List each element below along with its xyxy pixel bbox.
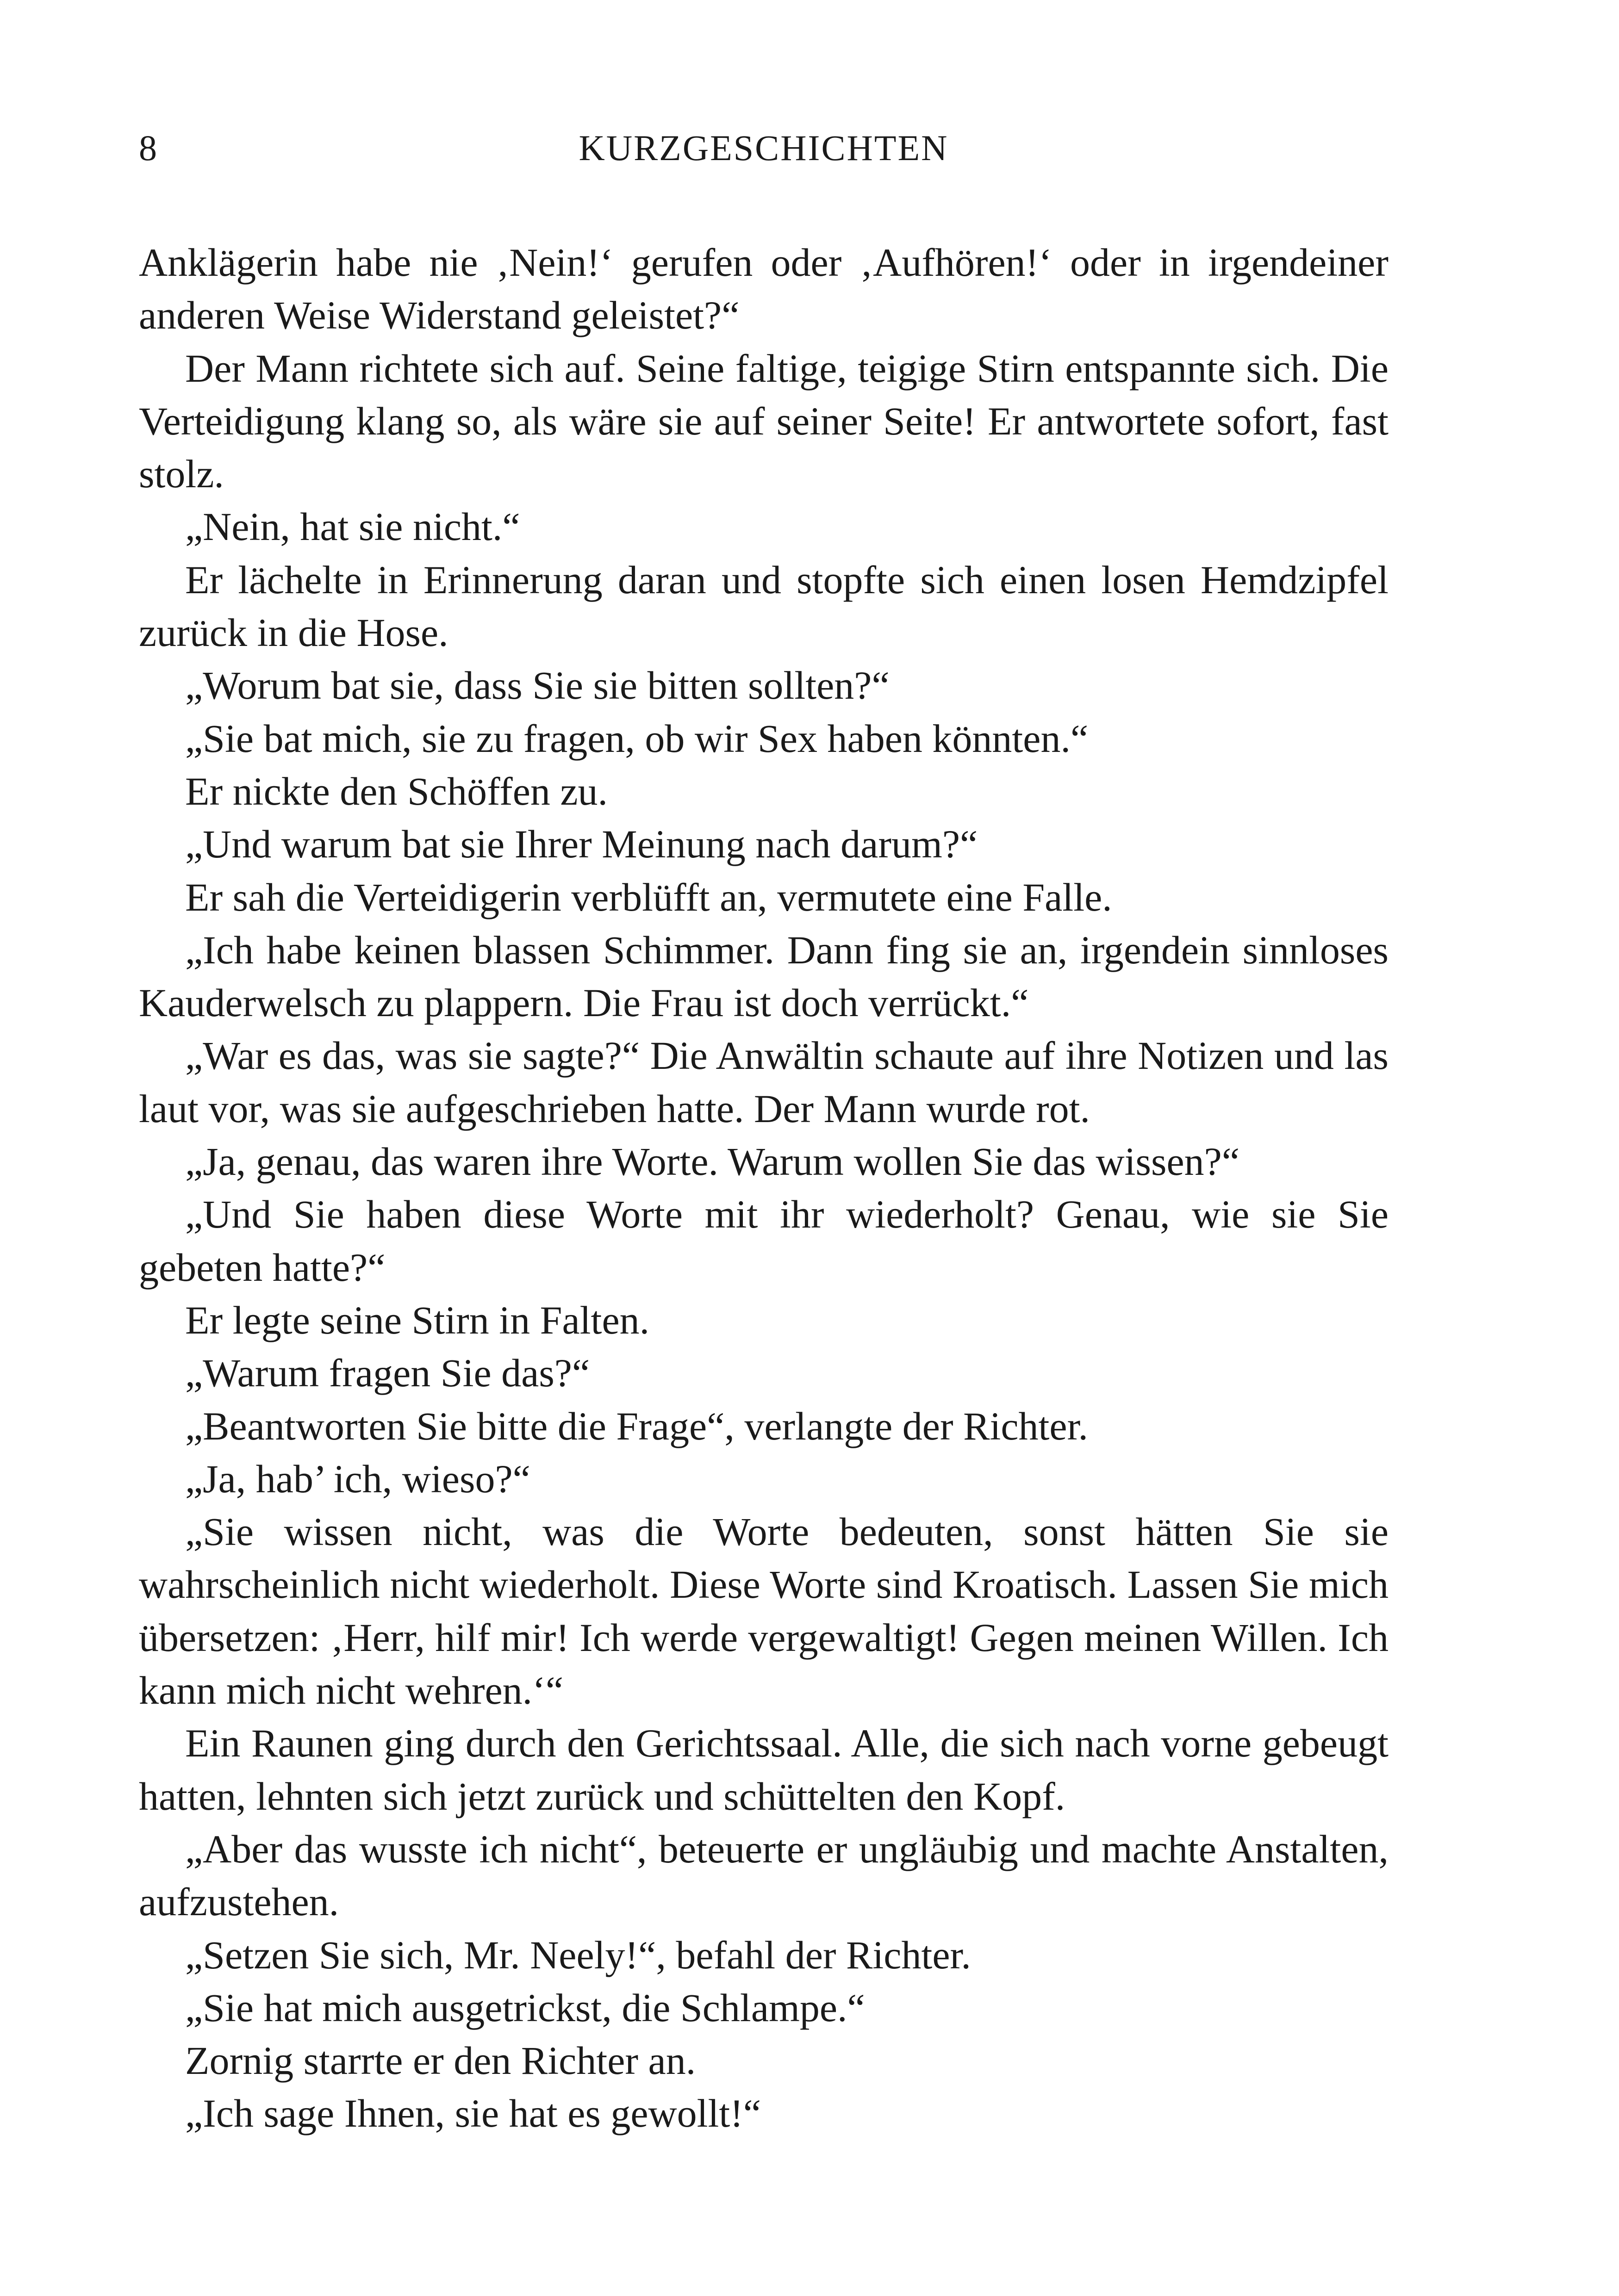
paragraph: „Und warum bat sie Ihrer Meinung nach darum?“	[185, 822, 978, 867]
paragraph: Er lächelte in Erinnerung daran und stopfte sich einen losen Hemdzipfel zurück in die Hose.	[139, 557, 1389, 655]
paragraph: „Nein, hat sie nicht.“	[185, 504, 520, 549]
paragraph: „War es das, was sie sagte?“ Die Anwältin schaute auf ihre Notizen und las laut vor, was sie aufgeschrieben hatte. Der Mann wurde rot.	[139, 1033, 1389, 1131]
paragraph: „Aber das wusste ich nicht“, beteuerte er ungläubig und machte Anstalten, aufzustehen.	[139, 1826, 1389, 1924]
paragraph: „Sie wissen nicht, was die Worte bedeuten, sonst hätten Sie sie wahrscheinlich nicht wiederholt. Diese Worte sind Kroatisch. Lassen Sie mich übersetzen: ‚Herr, hilf mir! Ich werde vergewaltigt! Gegen meinen Willen. Ich kann mich nicht wehren.‘“	[139, 1509, 1389, 1713]
paragraph: „Und Sie haben diese Worte mit ihr wiederholt? Genau, wie sie Sie gebeten hatte?“	[139, 1192, 1389, 1290]
paragraph: Anklägerin habe nie ‚Nein!‘ gerufen oder ‚Aufhören!‘ oder in irgendeiner anderen Weise Widerstand geleistet?“	[139, 240, 1389, 338]
paragraph: „Ja, hab’ ich, wieso?“	[185, 1456, 530, 1501]
paragraph: Ein Raunen ging durch den Gerichtssaal. Alle, die sich nach vorne gebeugt hatten, lehnten sich jetzt zurück und schüttelten den Kopf.	[139, 1721, 1389, 1818]
paragraph: „Sie hat mich ausgetrickst, die Schlampe.“	[185, 1985, 865, 2030]
paragraph: „Warum fragen Sie das?“	[185, 1351, 590, 1396]
paragraph: „Ja, genau, das waren ihre Worte. Warum wollen Sie das wissen?“	[185, 1139, 1239, 1184]
running-head	[139, 123, 1389, 174]
body-text	[139, 236, 1389, 2140]
paragraph: „Worum bat sie, dass Sie sie bitten sollten?“	[185, 663, 890, 708]
paragraph: „Setzen Sie sich, Mr. Neely!“, befahl der Richter.	[185, 1932, 971, 1977]
paragraph: Er sah die Verteidigerin verblüfft an, vermutete eine Falle.	[185, 875, 1112, 919]
paragraph: „Ich habe keinen blassen Schimmer. Dann fing sie an, irgendein sinnloses Kauderwelsch zu plappern. Die Frau ist doch verrückt.“	[139, 927, 1389, 1025]
paragraph: Er nickte den Schöffen zu.	[185, 769, 608, 813]
paragraph: „Sie bat mich, sie zu fragen, ob wir Sex haben könnten.“	[185, 716, 1089, 761]
paragraph: „Ich sage Ihnen, sie hat es gewollt!“	[185, 2091, 761, 2136]
paragraph: Zornig starrte er den Richter an.	[185, 2038, 696, 2083]
paragraph: „Beantworten Sie bitte die Frage“, verlangte der Richter.	[185, 1403, 1088, 1448]
running-title: KURZGESCHICHTEN	[579, 128, 949, 168]
paragraph: Der Mann richtete sich auf. Seine faltige, teigige Stirn entspannte sich. Die Verteidigung klang so, als wäre sie auf seiner Seite! Er antwortete sofort, fast stolz.	[139, 346, 1389, 496]
page-number: 8	[139, 128, 157, 168]
paragraph: Er legte seine Stirn in Falten.	[185, 1297, 650, 1342]
